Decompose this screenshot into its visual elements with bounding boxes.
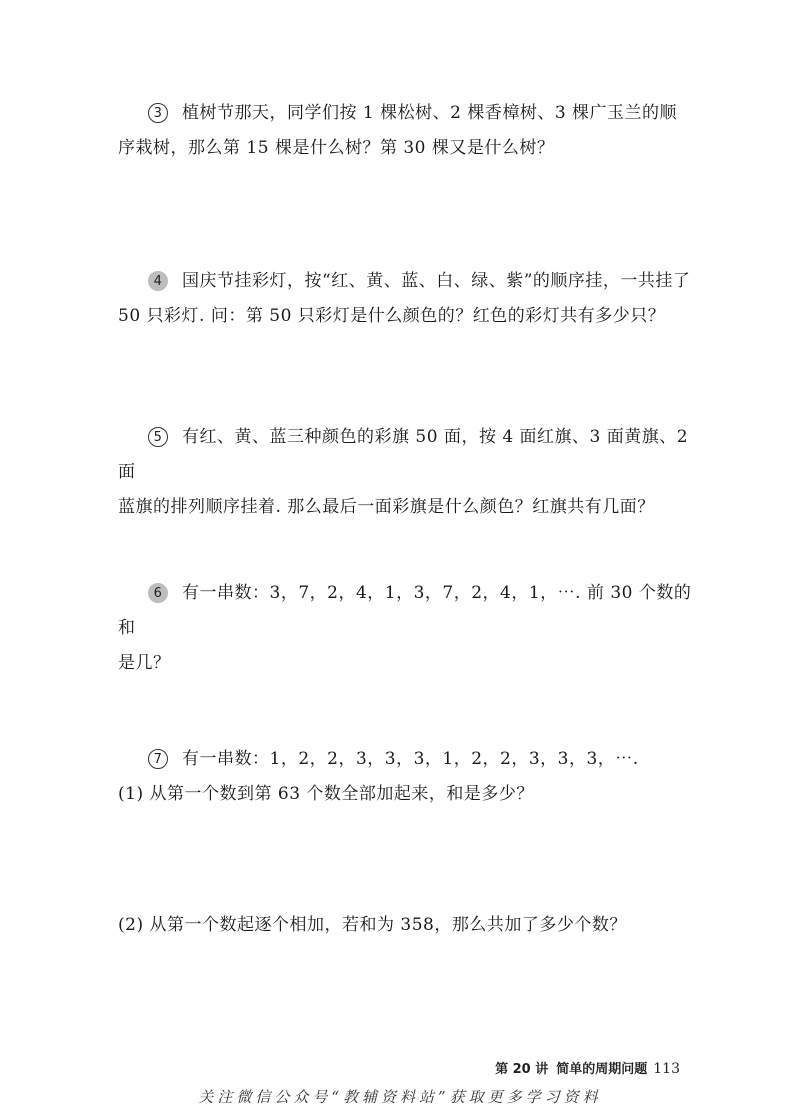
problem-3-text-1: 植树节那天，同学们按 1 棵松树、2 棵香樟树、3 棵广玉兰的顺 (182, 103, 678, 123)
problem-7-line-1 (118, 742, 698, 777)
problem-4-text-2: 50 只彩灯. 问：第 50 只彩灯是什么颜色的？红色的彩灯共有多少只？ (118, 306, 666, 326)
problem-7-text-1: 有一串数：1，2，2，3，3，3，1，2，2，3，3，3，⋯. (182, 749, 639, 769)
problem-number-badge: 4 (148, 271, 168, 291)
problem-7-subquestion-1: (1) 从第一个数到第 63 个数全部加起来，和是多少？ (118, 784, 534, 804)
problem-number-badge: 6 (148, 583, 168, 603)
problem-number-badge: 7 (148, 749, 168, 769)
problem-number-badge: 5 (148, 427, 168, 447)
problem-6-text-1: 有一串数：3，7，2，4，1，3，7，2，4，1，⋯. 前 30 个数的和 (118, 583, 692, 638)
problem-number-badge: 3 (148, 103, 168, 123)
problem-6-line-1 (118, 576, 698, 646)
chapter-title: 简单的周期问题 (556, 1062, 648, 1077)
problem-4 (118, 264, 698, 334)
problem-4-line-1 (118, 264, 698, 299)
page-number: 113 (653, 1061, 680, 1077)
problem-7-subquestion-2: (2) 从第一个数起逐个相加，若和为 358，那么共加了多少个数？ (118, 915, 627, 935)
page-footer (495, 1058, 680, 1077)
problem-7 (118, 742, 698, 812)
problem-5 (118, 420, 698, 525)
problem-3 (118, 96, 698, 166)
problem-5-line-1 (118, 420, 698, 490)
watermark-text: 关注微信公众号“教辅资料站”获取更多学习资料 (198, 1088, 602, 1106)
problem-5-text-2: 蓝旗的排列顺序挂着. 那么最后一面彩旗是什么颜色？红旗共有几面？ (118, 497, 655, 517)
problem-6-text-2: 是几？ (118, 653, 171, 673)
problem-4-text-1: 国庆节挂彩灯，按“红、黄、蓝、白、绿、紫”的顺序挂，一共挂了 (182, 271, 691, 291)
problem-6 (118, 576, 698, 681)
problem-3-text-2: 序栽树，那么第 15 棵是什么树？第 30 棵又是什么树？ (118, 138, 555, 158)
problem-5-text-1: 有红、黄、蓝三种颜色的彩旗 50 面，按 4 面红旗、3 面黄旗、2 面 (118, 427, 689, 482)
problem-3-line-1 (118, 96, 698, 131)
lecture-number: 第 20 讲 (495, 1062, 549, 1077)
